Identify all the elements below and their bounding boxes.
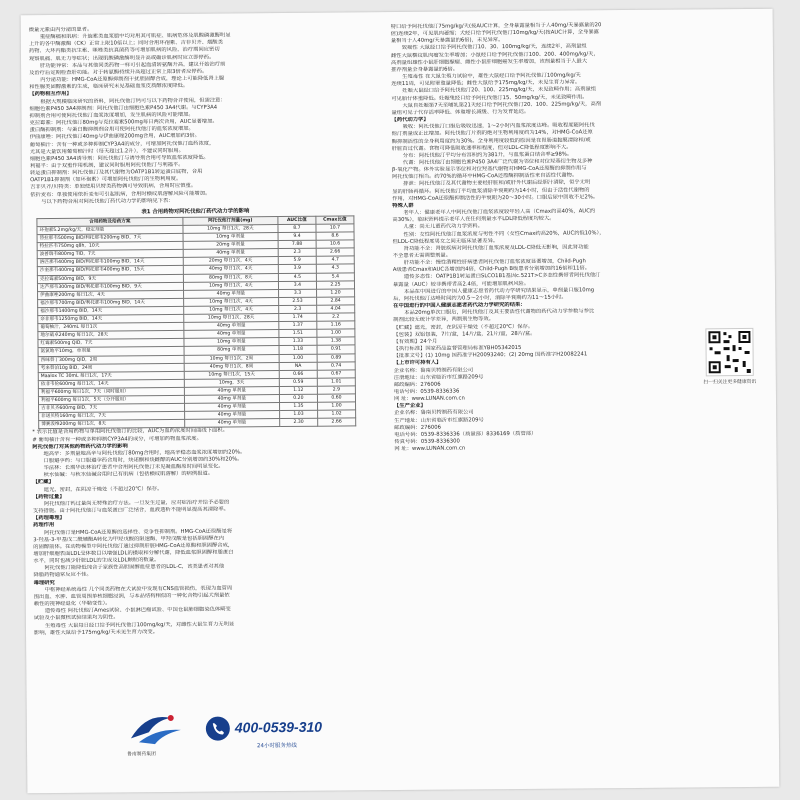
text-line: 后，阿托伐他汀达峰时间约为0.5～2小时，消除半衰期约为11～15小时。 [393,294,567,302]
text-line: 性别：女性阿托伐他汀血浆浓度与男性不同（女性Cmax约高20%，AUC约低10%）， [403,229,605,238]
text-line: 葡萄柚汁：含有一种或多种抑制CYP3A4的成分，可增加阿托伐他汀血药浓度， [29,140,215,148]
text-line: 阿托伐他汀相当。约70%的循环中HMG-CoA还原酶抑制活性来自活性代谢物。 [392,172,578,181]
info-key: 企业名称： [393,367,421,374]
info-value: 遮光，密封，在阴凉干燥处（不超过20℃）保存。 [414,323,534,331]
info-value: (1) 10mg 国药准字H20093240；(2) 20mg 国药准字H20082241 [425,351,588,359]
section-heading: 毒理研究 [33,579,55,586]
table-cell: 10mg 每日1次，28天 [184,314,279,323]
table-cell: 0.74 [317,361,355,369]
text-line: 本品在中国进行的中国人健康志愿者药代动力学研究结果显示，单剂量口服10mg [404,287,595,295]
info-value: www.LUNAN.com.cn [411,445,466,453]
text-line: 倍)连续2年，可见肌肉萎缩；犬经口给予阿托伐他汀10mg/kg/天(按AUC计算，全身暴露 [390,29,599,38]
table-cell: 10mg 单剂量 [183,233,278,242]
text-line: 连续11周，可见附睾重量降低；雌性大鼠给予175mg/kg/天，未见生育力异常。 [391,79,581,88]
table-cell: 0.89 [317,353,355,361]
text-line: 老年人：健康老年人中阿托伐他汀血浆浓度较年轻人高（Cmax约高40%，AUC约 [403,208,596,217]
table-cell: 1.12 [279,386,317,394]
table-cell: 特拉匹韦750mg q8h，10天 [37,242,183,251]
text-line: 吉非贝齐/贝特类：单独使用贝特类药物偶可导致肌病，合用时应慎重。 [30,183,197,191]
info-value: 双铝包装，7片/盒，14片/盒，21片/盒，28片/盒。 [414,330,536,338]
text-line: 重症酶痛和肌病：升旋素类血浆脂中均对用其可肌症、肌病危体及肌酸磷激酶明显 [39,32,231,41]
text-line: 显的肝肠再循环。阿托伐他汀平均血浆清除半衰期约为14小时，但由于活性代谢物的 [392,186,590,195]
text-line: 克拉霉素：阿托伐他汀80mg与克拉霉素500mg每日两次合用，AUC显著增加。 [29,118,218,127]
table-cell: 3.3 [278,289,316,297]
qr-caption: 扫一扫关注更多健康资讯 [703,379,757,385]
package-insert-sheet [21,9,780,794]
table-cell: 0.66 [279,370,317,378]
info-value: 0539-8336300 [420,438,460,445]
info-value: 山东省临沂市红旗路209号 [420,373,484,381]
table-cell: 10mg 每日1次，15天 [184,370,279,379]
info-key: 【贮藏】 [393,324,415,331]
left-column [29,24,366,782]
text-line: 上升的各中酶激酶（CK）正常上限10倍以上；同时合用环孢素、吉非贝齐、烟酸类 [28,39,223,48]
table-cell: 吉非贝齐600mg BID，7天 [39,403,185,412]
table-cell: 10mg 每日1次，28天 [183,225,278,234]
text-line: 地高辛：多剂量地高辛与阿托伐他汀80mg合用时，地高辛稳态血浆浓度增加约20%。 [43,449,246,457]
table-cell: 西咪替丁300mg QID，2周 [38,355,184,364]
text-line: 微量元素由内分泌的患者。 [28,26,93,34]
left-text-block [29,24,361,206]
text-line: 与以下药物合用对阿托伐他汀药代动力学的影响见下表： [41,197,174,205]
table-cell: 红霉素500mg QID，7天 [38,339,184,348]
table-cell: 2.66 [316,248,354,256]
text-line: 雌性大鼠横纹肌肉瘤发生率增加；小鼠经口给予阿托伐他汀100、200、400mg/kg/天， [390,50,599,59]
info-key: 【执行标准】 [393,345,426,353]
table-cell: 克拉霉素500mg BID，9天 [37,274,183,283]
text-line: 阿托伐他汀是HMG-CoA还原酶的选择性、竞争性抑制剂。HMG-CoA还原酶是将 [44,528,233,536]
info-key: 【批准文号】 [393,352,426,360]
info-key: 注册地址： [393,374,421,381]
table-cell: 1.03 [279,410,317,418]
table-cell: 10mg 每日1次，4天 [183,297,278,306]
hotline-number[interactable]: 400-0539-310 [234,718,323,736]
text-line: 量相当于人40mg/天暴露量的6倍)，未见异常。 [390,37,504,45]
text-line: 肝功能异常：本品与其他同类药物一样可引起血清转氨酶升高，建议开始治疗前 [40,61,226,69]
text-line: 转运蛋白抑制剂：阿托伐他汀及其代谢物为OATP1B1转运蛋白底物，合用 [29,168,203,177]
table-cell: 0.60 [317,394,355,402]
table-cell: NA [279,362,317,370]
table-cell: 2.9 [317,386,355,394]
table-cell: 2.53 [278,297,316,305]
text-line: 降脂药物通常反应不佳。 [33,572,92,579]
section-heading: 【贮藏】 [32,479,54,486]
table-cell: 利福平600mg 每日1次，7天（同时服用） [38,387,184,396]
text-line: 蛋白酶抑制剂：与蛋白酶抑制剂合用可使阿托伐他汀的血浆浓度增加。 [29,125,194,134]
text-line: 支持措施。由于阿托伐他汀与血浆蛋白广泛结合，血液透析不能明显提高其清除率。 [32,506,229,515]
text-line: 观察肌痛、肌无力等症状；出现肌酸磷激酶明显升高或确诊肌病时应立即停药。 [28,54,215,62]
table-cell: 80mg 每日1次，8天 [183,273,278,282]
table-cell: 4.3 [316,264,354,272]
company-logo [127,708,185,749]
text-line: 增加肝细胞表面LDL受体数目以增强LDL的摄取和分解代谢，降低血浆胆固醇和脂蛋白 [33,549,234,558]
text-line: A级患者Cmax和AUC各增加约4倍，Child-Pugh B级患者分别增加约16倍和11倍。 [392,265,591,274]
text-line: 分布：阿托伐他汀平均分布容积约为381升，与血浆蛋白结合率≥98%。 [402,151,573,159]
info-value: 鲁南贝特制药有限公司 [420,366,474,374]
table-cell: 洛匹那韦400mg BID/利托那韦100mg BID，14天 [37,258,183,267]
table-cell: 1.01 [317,378,355,386]
info-key: 电话号码： [394,431,421,438]
text-line: 作用，对HMG-CoA还原酶抑制活性的半衰期为20～30小时。口服后尿中回收不足2%。 [392,194,599,202]
table-cell: 4.04 [317,305,355,313]
text-line: 他汀剂量成正比增加。阿托伐他汀片剂的绝对生物利用度约为14%，对HMG-CoA还原 [391,129,593,138]
section-heading: 【药理毒理】 [32,515,65,522]
text-line: * 表示比值是合用药物与单用阿托伐他汀的比较，AUC为血药浓度时间曲线下面积。 [32,427,228,436]
table-cell: 0.59 [279,378,317,386]
table-cell: 20mg 每日1次，4天 [183,257,278,266]
text-line: 吸收：阿托伐他汀口服后吸收迅速，1～2小时内血浆浓度达峰。吸收程度随阿托伐 [402,122,595,131]
table-cell: 2.66 [318,418,356,426]
info-value: 24个月 [419,338,438,345]
table-cell: 1.37 [279,321,317,329]
text-line: 依折麦布：单独使用依折麦布可引起肌病，合用时横纹肌溶解风险可能增加。 [30,190,211,198]
table-cell: 40mg 单剂量 [184,386,279,395]
text-line: 代谢：阿托伐他汀由细胞色素P450 3A4广泛代谢为邻位和对位羟基衍生物及多种 [402,158,593,166]
table-cell: 1.00 [279,354,317,362]
table-cell: 福沙那韦1400mg BID，14天 [38,306,184,315]
table-cell: 10.7 [316,224,354,232]
text-line: 致癌性 大鼠经口给予阿托伐他汀10、30、100mg/kg/天，连续2年，高剂量组 [401,43,587,52]
text-line: 肝功能不全：慢性酒精性肝病患者阿托伐他汀血浆浓度显著增加，Child-Pugh [403,258,586,267]
text-line: 影响，雄性大鼠给予175mg/kg/天未见生育力改变。 [33,628,159,636]
table-cell: 40mg 单剂量 [184,419,279,428]
table-cell: 2.25 [316,281,354,289]
text-line: 口服避孕药：与口服避孕药合用时，炔诺酮和炔雌醇的AUC分别增加约30%和20%。 [43,456,243,465]
table-cell: 氨氯地平10mg，单剂量 [38,347,184,356]
table-cell: 10mg 每日1次，2周 [184,354,279,363]
table-cell: 40mg 每日1次，8周 [184,362,279,371]
table-cell: 非诺贝特160mg 每日1次，7天 [39,412,185,421]
text-line: 药物、大环内酯类抗生素、咪唑类抗真菌药等可增加肌病的风险，治疗期间应密切 [28,47,220,55]
text-line: 试验及小鼠微核试验结果均为阴性。 [33,614,119,622]
text-line: 的固醇前体。在动物模型中阿托伐他汀通过抑制肝脏HMG-CoA还原酶和胆固醇合成， [33,542,234,551]
text-line: 推荐剂量全身暴露量的6倍。 [391,66,459,74]
section-heading: 特殊人群 [392,202,414,209]
text-line: 遮光，密封，在阴凉干燥处（不超过20℃）保存。 [43,485,163,493]
logo-caption: 鲁南制药集团 [127,752,156,758]
table-cell: 1.16 [317,321,355,329]
info-key: 企业名称： [394,410,421,417]
table-cell: 2.30 [280,418,318,426]
text-line: 中枢神经系统毒性 几个同类药物在犬试验中发现有CNS血管损伤，表现为血管周 [44,585,233,593]
table-cell: 8.7 [278,224,316,232]
text-line: 细胞色素P450 3A4诱导剂：阿托伐他汀与诱导剂合用可导致血浆浓度降低。 [29,154,209,163]
brand-footer [127,704,387,762]
text-line: OATP1B1抑制剂（如环孢素）可增加阿托伐他汀的生物利用度。 [30,176,182,184]
info-value: 276006 [420,424,441,431]
text-line: 围出血、水肿、血管周围单核细胞浸润，与本品结构相似的一种化合物引起犬剂量依 [33,592,230,601]
table-cell: 1.33 [279,338,317,346]
table-cell: 替拉那韦500mg BID/利托那韦200mg BID，7天 [37,233,183,242]
table-cell: 2.3 [278,249,316,257]
info-key: 网 址： [394,446,413,453]
table-cell: 考来替泊10g BID，24周 [38,363,184,372]
info-value: www.LUNAN.com.cn [411,395,465,403]
table-cell: 1.74 [279,313,317,321]
table-cell: 0.91 [317,345,355,353]
text-line: 肾功能不全：肾脏疾病对阿托伐他汀血浆浓度及LDL-C降低无影响，因此肾功能 [403,244,589,252]
text-line: 利福平：由于双重作用机制，建议同时服用阿托伐他汀与利福平。 [29,161,184,170]
info-key: 网 址： [393,396,412,403]
text-line: 和性腺类固醇激素的生成，临床研究未见基础血浆皮质醇浓度降低。 [29,83,189,91]
table-cell: 0.67 [317,370,355,378]
table-cell: 1.35 [279,402,317,410]
text-line: 儿童：尚无儿童药代动力学资料。 [403,223,483,231]
info-value: 0539-8336336（质量部）8336169（质管部） [420,430,537,438]
text-line: 阿托伐他汀能降低纯合子家族性高胆固醇血症患者的LDL-C，该类患者对其他 [44,563,225,572]
table-cell: 达芦那韦300mg BID/利托那韦100mg BID，9天 [37,282,183,291]
table-cell: 40mg 单剂量 [184,395,279,404]
left-text-block-2 [32,427,364,637]
right-column [391,21,770,779]
table-cell: 10mg 单剂量 [184,338,279,347]
table-cell: 9.4 [278,232,316,240]
section-heading: 【药代动力学】 [391,116,429,124]
text-line: 本品20mg单次口服后，阿托伐他汀及其主要活性代谢物的药代动力学参数与参比 [404,308,595,317]
table-cell: 葡萄柚汁，240mL 每日1次 [38,323,184,332]
table-cell: 4.5 [278,273,316,281]
table-title: 表1 合用药物对阿托伐他汀药代动力学的影响 [141,208,250,216]
text-line: 大鼠自妊娠第7天至哺乳第21天经口给予阿托伐他汀20、100、225mg/kg/天，高剂 [402,100,602,109]
phone-icon [205,715,231,741]
info-key: 生产地址： [394,417,421,424]
text-line: 赖性的视神经退化（华勒变性）。 [33,600,111,608]
table-cell: 2.2 [317,313,355,321]
text-line: 量组可见子代存活率降低、体重增长减缓、行为发育延迟。 [391,108,530,116]
text-line: 伊曲康唑：阿托伐他汀40mg与伊曲康唑200mg合用，AUC增加约3倍。 [29,133,201,141]
info-key: 电话号码： [393,388,421,396]
table-cell: 地尔硫卓240mg 每日1次，28天 [38,331,184,340]
info-key: 邮政编码： [393,381,421,388]
info-value: 鲁南贝特制药有限公司 [420,409,474,417]
text-line: 遗传毒性 阿托伐他汀Ames试验、小鼠淋巴瘤试验、中国仓鼠肺细胞染色体畸变 [44,606,231,615]
text-line: 水平，同时也减少肝脏LDL的生成及LDL颗粒的数量。 [33,557,160,565]
text-line: 抑制剂合用可使阿托伐他汀血浆浓度增加，发生肌病的风险可能增加。 [29,111,194,120]
table-cell: 10mg 每日1次，4天 [183,305,278,314]
table-cell: 80mg 单剂量 [184,346,279,355]
info-value: 国家药品监督管理局标准YBH05342015 [425,344,522,352]
text-line: 肝脏首过代谢。食物可降低吸收速率和程度，但对LDL-C降低程度影响不大。 [391,144,572,152]
interaction-table [36,215,356,429]
table-cell: 40mg 单剂量 [184,322,279,331]
qr-code-icon [706,328,752,374]
info-value: 276006 [420,381,441,388]
table-cell: Maalox TC 30mL 每日1次，17天 [38,371,184,380]
text-line: 遗传多态性：OATP1B1转运蛋白SLCO1B1基因c.521T>C多态性携带者阿托伐他汀 [403,272,601,281]
table-cell: 1.18 [279,346,317,354]
text-line: 暴露量（AUC）较非携带者高2.4倍，可能增加肌病风险。 [392,280,530,288]
table-cell: 40mg 每日1次，4天 [183,265,278,274]
text-line: 特口给予阿托伐他汀75mg/kg/天(按AUC计算，全身暴露量相当于人40mg/天暴露量的20 [390,22,602,31]
section-heading: 【药物相互作用】 [29,91,72,98]
info-key: 【有效期】 [393,338,421,345]
text-line: 细胞色素P450 3A4抑制剂：阿托伐他汀由细胞色素P450 3A4代谢。与CYP3A4 [29,104,218,112]
table-cell: 福沙那韦700mg BID/利托那韦100mg BID，14天 [38,298,184,307]
table-cell: 2.84 [317,297,355,305]
table-header: 合用药物及给药方案 [37,217,183,226]
table-cell: 博赛泼维200mg 每日1次，8天 [39,420,185,429]
table-cell: 1.38 [317,337,355,345]
table-cell: 20mg 单剂量 [183,241,278,250]
table-cell: 5.9 [278,257,316,265]
table-cell: 40mg 单剂量 [183,249,278,258]
text-line: 高剂量组雄性小鼠肝细胞腺瘤、雌性小鼠肝细胞癌发生率增加，该剂量相当于人最大 [391,58,588,66]
table-cell: 7.88 [278,240,316,248]
right-text-block [391,21,766,325]
table-cell: 10.6 [316,240,354,248]
table-header: Cmax比值 [316,216,354,224]
table-cell: 40mg 单剂量 [184,411,279,420]
table-cell: 8.6 [316,232,354,240]
text-line: 高30%），临床资料提示老年人在任何剂量水平LDL降低程度均较大。 [392,215,555,224]
table-cell: 1.00 [317,402,355,410]
text-line: β-氧化产物。体外实验显示邻位和对位羟基代谢物对HMG-CoA还原酶的抑制作用与 [391,165,587,174]
table-cell: 10mg 每日1次，4天 [183,281,278,290]
section-heading: 阿托伐他汀对其他药物药代动力学的影响 [32,443,128,450]
table-cell: 1.00 [317,329,355,337]
text-line: 可见胎仔体重降低。妊娠兔经口给予阿托伐他汀15、50mg/kg/天，未见致畸作用。 [391,93,588,102]
table-header: 阿托伐他汀剂量(mg) [183,216,278,225]
section-heading: 在中国进行的中国人健康志愿者药代动力学研究的结果： [393,301,526,310]
text-line: # 葡萄柚汁含有一种或多种抑制CYP3A4的成分，可增加药物血浆浓度。 [32,435,202,443]
lunan-logo-icon [127,708,185,749]
table-cell: 40mg 单剂量 [184,403,279,412]
text-line: 尤其是大量饮用葡萄柚汁时（每天超过1.2升），不建议同时服用。 [29,147,184,155]
info-key: 传真号码： [394,438,421,446]
text-line: 生殖毒性 在大鼠生殖力试验中，雄性大鼠经口给予阿托伐他汀100mg/kg/天 [402,72,581,81]
info-value: 0539-8336336 [420,388,460,395]
text-line: 酶抑制活性的全身利用度约为30%。全身利用度较低的原因是在胃肠道黏膜清除和/或 [391,136,591,145]
table-cell: 1.51 [279,329,317,337]
table-cell: 利福平600mg 每日1次，5天（分开服用） [38,395,184,404]
table-header: AUC比值 [278,216,316,224]
text-line: 及治疗后定期检查肝功能。对于转氨酶持续升高超过正常上限3倍者应停药。 [29,68,208,77]
table-cell: 环孢素5.2mg/kg/天，稳定剂量 [37,225,183,234]
text-line: 制剂比较无统计学差异，两制剂生物等效。 [393,316,494,324]
text-line: 华法林：长期华法林治疗患者中合用阿托伐他汀未见凝血酶原时间明显变化。 [43,463,224,472]
table-cell: 3.4 [278,281,316,289]
text-line: 但LDL-C降低程度男女之间无临床显著差异。 [392,237,499,245]
table-cell: 3.9 [278,265,316,273]
table-cell: 伊曲康唑200mg 每日1次，4天 [38,290,184,299]
text-line: 排泄：阿托伐他汀及其代谢物主要经肝脏和/或肝外代谢后经胆汁清除，似乎无明 [403,179,591,188]
table-cell: 4.7 [316,256,354,264]
table-cell: 40mg 单剂量 [183,289,278,298]
info-key: 【包装】 [393,331,415,338]
text-line: 阿托伐他汀钙过量尚无特殊治疗方法。一旦发生过量，应对症治疗并给予必要的 [43,499,230,508]
table-cell: 5.4 [316,272,354,280]
qr-code[interactable] [705,327,753,375]
hotline-caption: 24小时服务热线 [256,742,298,750]
table-cell: 1.02 [318,410,356,418]
table-cell: 依非韦伦600mg 每日1次，14天 [38,379,184,388]
table-cell: 1.20 [316,289,354,297]
info-value: 山东省临沂市红旗路209号 [420,416,484,424]
table-cell: 40mg 单剂量 [184,330,279,339]
text-line: 生殖毒性 大鼠每日经口给予阿托伐他汀100mg/kg/天，对雌性大鼠生育力无明显 [44,621,235,629]
info-key: 【上市许可持有人】 [393,359,442,367]
info-key: 邮政编码： [394,424,421,431]
text-line: 根据大规模临床研究的资料，阿托伐他汀钙可与以下药物合并使用，但需注意： [40,97,226,105]
table-cell: 10mg，3天 [184,378,279,387]
section-heading: 【药物过量】 [32,493,65,500]
table-cell: 奈非那韦1250mg BID，14天 [38,314,184,323]
table-cell: 2.3 [279,305,317,313]
section-heading: 药理作用 [33,522,55,529]
table-cell: 沙奎那韦400mg BID/利托那韦400mg BID，15天 [37,266,183,275]
info-key: 【生产企业】 [394,403,426,410]
text-line: 秋水仙碱：与秋水仙碱合用时已有肌病（包括横纹肌溶解）的病例报道。 [43,470,214,479]
table-cell: 0.20 [279,394,317,402]
text-line: 内分泌功能：HMG-CoA还原酶抑制剂干扰胆固醇合成，理论上可能降低肾上腺 [40,75,225,84]
text-line: 妊娠大鼠经口给予阿托伐他汀20、100、225mg/kg/天，未见致畸作用；高剂量组 [402,86,597,95]
text-line: 不全患者无需调整剂量。 [392,252,452,260]
text-line: 3-羟基-3-甲基戊二酰辅酶A转化为甲羟戊酸的限速酶，甲羟戊酸是包括胆固醇在内 [33,535,225,543]
table-cell: 波普瑞韦800mg TID，7天 [37,250,183,259]
company-info [393,321,766,453]
